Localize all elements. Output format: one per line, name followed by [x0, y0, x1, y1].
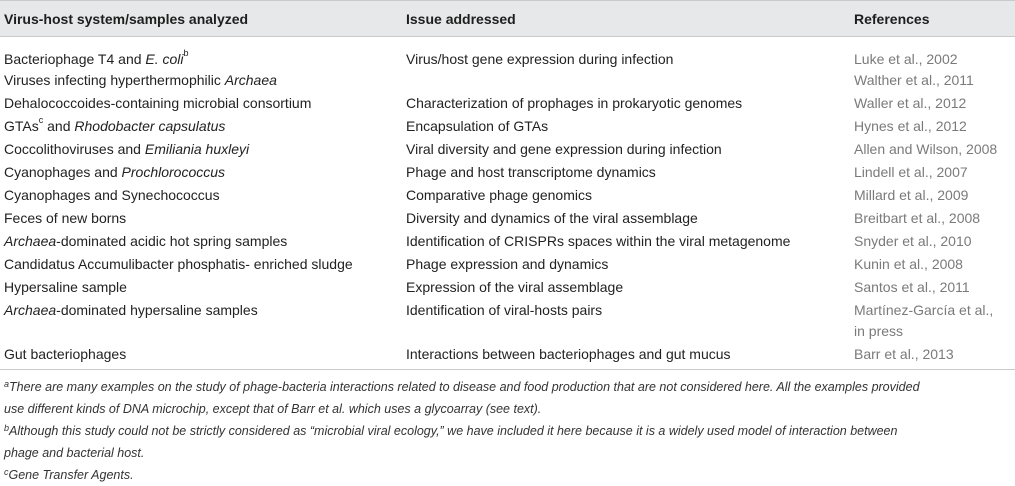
cell-issue: Comparative phage genomics — [406, 187, 592, 203]
cell-reference: Walther et al., 2011 — [854, 72, 974, 88]
cell-issue: Encapsulation of GTAs — [406, 118, 549, 134]
cell-system: Coccolithoviruses and Emiliania huxleyi — [4, 141, 250, 157]
cell-system: Hypersaline sample — [4, 279, 127, 295]
footnote-c: $^c$Gene Transfer Agents. — [4, 467, 134, 482]
footnote-a: $^a$There are many examples on the study of phage-bacteria interactions related to disease and food production that are not considered here. All the examples provided use different kinds of DNA microchip, except that of Barr et al. which uses a glycoarray (see text). — [4, 379, 920, 416]
cell-system: Feces of new borns — [4, 210, 127, 226]
cell-reference: Waller et al., 2012 — [854, 95, 967, 111]
cell-reference: Hynes et al., 2012 — [854, 118, 967, 134]
cell-system: GTAs$^c$ and Rhodobacter capsulatus — [4, 115, 226, 134]
cell-system: Viruses infecting hyperthermophilic Archaea — [4, 72, 277, 88]
cell-system: Gut bacteriophages — [4, 346, 127, 362]
cell-issue: Expression of the viral assemblage — [406, 279, 624, 295]
cell-system: Archaea-dominated acidic hot spring samples — [4, 233, 288, 249]
cell-reference: Kunin et al., 2008 — [854, 256, 963, 272]
cell-reference: Breitbart et al., 2008 — [854, 210, 981, 226]
cell-issue: Identification of CRISPRs spaces within the viral metagenome — [406, 233, 791, 249]
cell-issue: Identification of viral-hosts pairs — [406, 302, 603, 318]
table-bottom-rule — [0, 369, 1015, 370]
cell-system: Candidatus Accumulibacter phosphatis- enriched sludge — [4, 256, 353, 272]
cell-issue: Virus/host gene expression during infection — [406, 51, 674, 67]
cell-issue: Phage and host transcriptome dynamics — [406, 164, 656, 180]
cell-reference: Luke et al., 2002 — [854, 51, 958, 67]
cell-reference: Lindell et al., 2007 — [854, 164, 968, 180]
cell-reference: Martínez-García et al., in press — [854, 302, 994, 339]
cell-system: Bacteriophage T4 and E. coli$^b$ — [4, 48, 189, 67]
cell-system: Cyanophages and Prochlorococcus — [4, 164, 226, 180]
cell-issue: Interactions between bacteriophages and gut mucus — [406, 346, 731, 362]
footnote-b: $^b$Although this study could not be strictly considered as “microbial viral ecology,” we have included it here because it is a widely used model of interaction between phage and bacterial host. — [4, 423, 898, 460]
header-col-references: References — [854, 11, 930, 27]
cell-reference: Millard et al., 2009 — [854, 187, 969, 203]
cell-reference: Snyder et al., 2010 — [854, 233, 972, 249]
cell-reference: Barr et al., 2013 — [854, 346, 954, 362]
header-col-issue: Issue addressed — [406, 11, 516, 27]
cell-issue: Phage expression and dynamics — [406, 256, 609, 272]
cell-issue: Diversity and dynamics of the viral assemblage — [406, 210, 698, 226]
cell-issue: Viral diversity and gene expression during infection — [406, 141, 722, 157]
header-col-system: Virus-host system/samples analyzed — [4, 11, 249, 27]
cell-reference: Santos et al., 2011 — [854, 279, 970, 295]
cell-system: Cyanophages and Synechococcus — [4, 187, 220, 203]
cell-system: Archaea-dominated hypersaline samples — [4, 302, 258, 318]
table-header — [0, 0, 1015, 37]
cell-system: Dehalococcoides-containing microbial consortium — [4, 95, 312, 111]
cell-reference: Allen and Wilson, 2008 — [854, 141, 998, 157]
cell-issue: Characterization of prophages in prokaryotic genomes — [406, 95, 743, 111]
